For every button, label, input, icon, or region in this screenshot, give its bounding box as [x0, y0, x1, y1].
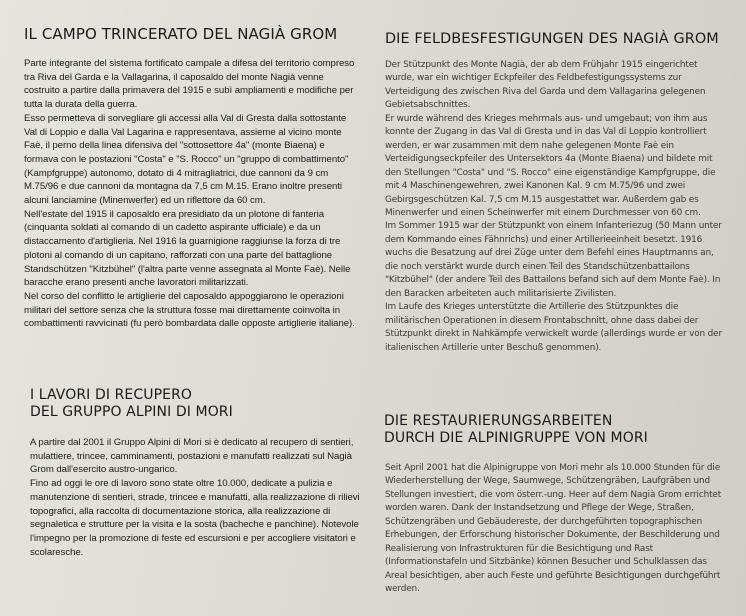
german-restoration-paragraph-1: Seit April 2001 hat die Alpinigruppe von Mori mehr als 10.000 Stunden für die Wiederherstellung der Wege, Saumwege, Schützengräben, Laufgräben und Stellungen investiert, die vom österr.-ung. Heer auf dem Nagià Grom errichtet worden waren. Dank der Instandsetzung und Pflege der Wege, Straßen, Schützengräben und Gebäudereste, der durchgeführten topographischen Erhebungen, der Erforschung historischer Dokumente, der Beschilderung und Realisierung von Infrastrukturen für die Besichtigung und Rast (Informationstafeln und Sitzbänke) können Besucher und Schulklassen das Areal besichtigen, aber auch Feste und geführte Besichtigungen durchgeführt werden.	[385, 463, 722, 595]
italian-title-fortifications: IL CAMPO TRINCERATO DEL NAGIÀ GROM	[24, 25, 338, 43]
german-title-restoration	[384, 413, 724, 447]
german-paragraph-4: Im Laufe des Krieges unterstützte die Artillerie des Stützpunktes die militärischen Operationen in diesem Frontabschnitt, ohne dass dabei der Stützpunkt direkt in Nahkämpfe verwickelt wurde (allerdings wurde er von der italienischen Artillerie unter Beschuß genommen).	[385, 302, 722, 353]
german-paragraph-3: Im Sommer 1915 war der Stützpunkt von einem Infanteriezug (50 Mann unter dem Kommando eines Fähnrichs) und einer Artillerieeinheit besetzt. 1916 wuchs die Besatzung auf drei Züge unter dem Befehl eines Hauptmanns an, die noch verstärkt wurde durch einen Teil des Standschützenbattailons "Kitzbühel" (der andere Teil des Battailons befand sich auf dem Monte Faè). In den Baracken arbeiteten auch militarisierte Zivilisten.	[385, 221, 722, 299]
italian-history-text	[24, 57, 360, 331]
german-title-restoration-line-2: DURCH DIE ALPINIGRUPPE VON MORI	[384, 430, 648, 446]
german-restoration-text	[385, 462, 725, 597]
german-history-text	[385, 59, 725, 355]
italian-title-restoration	[30, 387, 360, 421]
german-title-fortifications: DIE FELDBESFESTIGUNGEN DES NAGIÀ GROM	[385, 31, 719, 47]
german-paragraph-2: Er wurde während des Krieges mehrmals aus- und umgebaut; von ihm aus konnte der Zugang in das Val di Gresta und in das Val di Loppio kontrolliert werden, er war zusammen mit dem nahe gelegenen Monte Faè ein Verteidigungseckpfeiler des Untersektors 4a (Monte Biaena) und bildete mit den Stellungen "Costa" und "S. Rocco" eine eigenständige Kampfgruppe, die mit 4 Maschinengewehren, zwei Kanonen Kal. 9 cm M.75/96 und zwei Gebirgsgeschützen Kal. 7,5 cm M.15 ausgestattet war. Außerdem gab es Minenwerfer und einen Scheinwerfer mit einem Durchmesser von 60 cm.	[385, 113, 716, 218]
italian-paragraph-2: Esso permetteva di sorvegliare gli accessi alla Val di Gresta dalla sottostante Val di Loppio e dalla Val Lagarina e rappresentava, assieme al vicino monte Faè, il perno della linea difensiva del "sottosettore 4a" (monte Biaena) e formava con le postazioni "Costa" e "S. Rocco" un "gruppo di combattimento" (Kampfgruppe) autonomo, dotato di 4 mitragliatrici, due cannoni da 9 cm M.75/96 e due cannoni da montagna da 7,5 cm M.15. Erano inoltre presenti alcuni lanciamine (Minenwerfer) ed un riflettore da 60 cm.	[24, 112, 349, 207]
italian-restoration-text	[30, 436, 360, 559]
german-paragraph-1: Der Stützpunkt des Monte Nagià, der ab dem Frühjahr 1915 eingerichtet wurde, war ein wichtiger Eckpfeiler des Feldbefestigungssystems zur Verteidigung des zwischen Riva del Garda und dem Vallagarina gelegenen Gebietsabschnittes.	[385, 60, 706, 111]
italian-title-restoration-line-1: I LAVORI DI RECUPERO	[30, 387, 193, 403]
italian-paragraph-4: Nel corso del conflitto le artiglierie del caposaldo appoggiarono le operazioni militari del settore senza che la struttura fosse mai direttamente coinvolta in combattimenti ravvicinati (fu però bombardata dalle opposte artiglierie italiane).	[24, 290, 355, 330]
german-title-restoration-line-1: DIE RESTAURIERUNGSARBEITEN	[384, 413, 613, 429]
italian-restoration-paragraph-2: Fino ad oggi le ore di lavoro sono state oltre 10.000, dedicate a pulizia e manutenzione di sentieri, strade, trincee e manufatti, alla realizzazione di rilievi topografici, alla raccolta di documentazione storica, alla realizzazione di segnaletica e strutture per la visita e la sosta (bacheche e panchine). Notevole l'impegno per la promozione di feste ed escursioni e per accogliere visitatori e scolaresche.	[30, 478, 360, 558]
italian-title-restoration-line-2: DEL GRUPPO ALPINI DI MORI	[30, 404, 233, 420]
italian-restoration-paragraph-1: A partire dal 2001 il Gruppo Alpini di Mori si è dedicato al recupero di sentieri, mulattiere, trincee, camminamenti, postazioni e manufatti realizzati sul Nagià Grom dall'esercito austro-ungarico.	[30, 437, 354, 476]
italian-paragraph-1: Parte integrante del sistema fortificato campale a difesa del territorio compreso tra Riva del Garda e la Vallagarina, il caposaldo del monte Nagià venne costruito a partire dalla primavera del 1915 e subì ampliamenti e modifiche per tutta la durata della guerra.	[24, 58, 355, 111]
italian-paragraph-3: Nell'estate del 1915 il caposaldo era presidiato da un plotone di fanteria (cinquanta soldati al comando di un cadetto aspirante ufficiale) e da un distaccamento d'artiglieria. Nel 1916 la guarnigione raggiunse la forza di tre plotoni al comando di un capitano, rafforzati con una parte del battaglione Standschützen "Kitzbühel" (l'altra parte venne assegnata al Monte Faè). Nelle baracche erano presenti anche lavoratori militarizzati.	[24, 208, 351, 289]
